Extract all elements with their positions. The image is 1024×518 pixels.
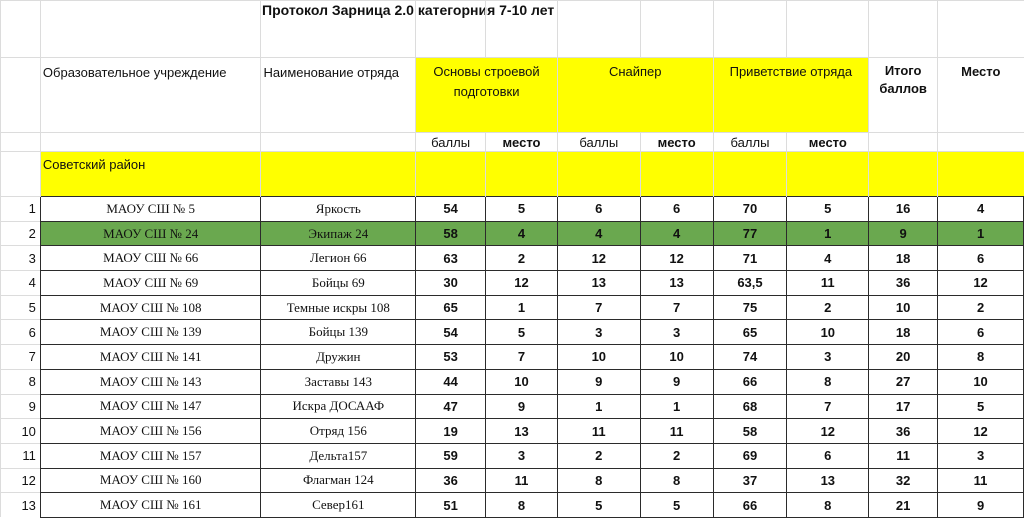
place-cell: 8 <box>938 345 1024 370</box>
total-cell: 36 <box>869 419 938 444</box>
total-cell: 18 <box>869 246 938 271</box>
sniper-points-cell: 12 <box>557 246 640 271</box>
sniper-place-cell: 7 <box>640 295 713 320</box>
drill-place-cell: 8 <box>486 493 558 518</box>
subheader-points: баллы <box>713 133 787 152</box>
drill-place-cell: 5 <box>486 320 558 345</box>
table-row <box>1 468 1024 493</box>
greeting-place-cell: 7 <box>787 394 869 419</box>
place-cell: 1 <box>938 221 1024 246</box>
greeting-place-cell: 11 <box>787 271 869 296</box>
sniper-place-cell: 4 <box>640 221 713 246</box>
place-cell: 12 <box>938 271 1024 296</box>
place-cell: 6 <box>938 320 1024 345</box>
table-row <box>1 295 1024 320</box>
total-cell: 36 <box>869 271 938 296</box>
drill-points-cell: 58 <box>416 221 486 246</box>
place-cell: 11 <box>938 468 1024 493</box>
school-cell: МАОУ СШ № 24 <box>40 221 261 246</box>
header-row <box>1 58 1024 133</box>
place-cell: 5 <box>938 394 1024 419</box>
district-label: Советский район <box>40 152 261 197</box>
greeting-place-cell: 8 <box>787 369 869 394</box>
header-sniper: Снайпер <box>557 58 713 133</box>
sniper-points-cell: 9 <box>557 369 640 394</box>
drill-points-cell: 53 <box>416 345 486 370</box>
drill-place-cell: 1 <box>486 295 558 320</box>
team-cell: Бойцы 69 <box>261 271 416 296</box>
sniper-place-cell: 8 <box>640 468 713 493</box>
school-cell: МАОУ СШ № 161 <box>40 493 261 518</box>
subheader-points: баллы <box>416 133 486 152</box>
school-cell: МАОУ СШ № 160 <box>40 468 261 493</box>
team-cell: Яркость <box>261 197 416 222</box>
sniper-points-cell: 4 <box>557 221 640 246</box>
team-cell: Заставы 143 <box>261 369 416 394</box>
greeting-points-cell: 77 <box>713 221 787 246</box>
school-cell: МАОУ СШ № 156 <box>40 419 261 444</box>
sniper-points-cell: 2 <box>557 443 640 468</box>
title-row <box>1 1 1024 58</box>
drill-place-cell: 13 <box>486 419 558 444</box>
greeting-place-cell: 5 <box>787 197 869 222</box>
sniper-place-cell: 9 <box>640 369 713 394</box>
drill-place-cell: 5 <box>486 197 558 222</box>
header-drill: Основы строевой подготовки <box>416 58 558 133</box>
place-cell: 10 <box>938 369 1024 394</box>
row-number: 7 <box>1 345 41 370</box>
greeting-points-cell: 63,5 <box>713 271 787 296</box>
team-cell: Бойцы 139 <box>261 320 416 345</box>
drill-points-cell: 65 <box>416 295 486 320</box>
sniper-place-cell: 12 <box>640 246 713 271</box>
subheader-rank: место <box>787 133 869 152</box>
sniper-points-cell: 6 <box>557 197 640 222</box>
total-cell: 18 <box>869 320 938 345</box>
row-number: 6 <box>1 320 41 345</box>
sniper-place-cell: 6 <box>640 197 713 222</box>
greeting-place-cell: 10 <box>787 320 869 345</box>
table-row <box>1 419 1024 444</box>
total-cell: 20 <box>869 345 938 370</box>
place-cell: 3 <box>938 443 1024 468</box>
header-institution: Образовательное учреждение <box>40 58 261 133</box>
drill-place-cell: 10 <box>486 369 558 394</box>
drill-points-cell: 54 <box>416 320 486 345</box>
school-cell: МАОУ СШ № 5 <box>40 197 261 222</box>
subheader-rank: место <box>640 133 713 152</box>
row-number: 3 <box>1 246 41 271</box>
subheader-points: баллы <box>557 133 640 152</box>
table-row <box>1 493 1024 518</box>
drill-place-cell: 3 <box>486 443 558 468</box>
greeting-points-cell: 74 <box>713 345 787 370</box>
row-number: 8 <box>1 369 41 394</box>
drill-place-cell: 7 <box>486 345 558 370</box>
place-cell: 4 <box>938 197 1024 222</box>
protocol-title: Протокол Зарница 2.0 категорния 7-10 лет <box>262 2 555 18</box>
school-cell: МАОУ СШ № 108 <box>40 295 261 320</box>
subheader-row <box>1 133 1024 152</box>
total-cell: 32 <box>869 468 938 493</box>
sniper-points-cell: 8 <box>557 468 640 493</box>
drill-points-cell: 59 <box>416 443 486 468</box>
table-row <box>1 345 1024 370</box>
table-row <box>1 246 1024 271</box>
total-cell: 17 <box>869 394 938 419</box>
team-cell: Легион 66 <box>261 246 416 271</box>
drill-points-cell: 54 <box>416 197 486 222</box>
drill-place-cell: 9 <box>486 394 558 419</box>
greeting-place-cell: 4 <box>787 246 869 271</box>
row-number: 1 <box>1 197 41 222</box>
header-team: Наименование отряда <box>261 58 416 133</box>
row-number: 13 <box>1 493 41 518</box>
school-cell: МАОУ СШ № 66 <box>40 246 261 271</box>
sniper-place-cell: 10 <box>640 345 713 370</box>
drill-place-cell: 4 <box>486 221 558 246</box>
greeting-place-cell: 1 <box>787 221 869 246</box>
sniper-place-cell: 3 <box>640 320 713 345</box>
team-cell: Отряд 156 <box>261 419 416 444</box>
subheader-rank: место <box>486 133 558 152</box>
total-cell: 21 <box>869 493 938 518</box>
team-cell: Экипаж 24 <box>261 221 416 246</box>
table-row <box>1 320 1024 345</box>
greeting-points-cell: 68 <box>713 394 787 419</box>
header-greeting: Приветствие отряда <box>713 58 869 133</box>
greeting-points-cell: 65 <box>713 320 787 345</box>
greeting-place-cell: 3 <box>787 345 869 370</box>
team-cell: Искра ДОСААФ <box>261 394 416 419</box>
drill-place-cell: 11 <box>486 468 558 493</box>
place-cell: 12 <box>938 419 1024 444</box>
place-cell: 9 <box>938 493 1024 518</box>
row-number: 9 <box>1 394 41 419</box>
greeting-place-cell: 12 <box>787 419 869 444</box>
drill-place-cell: 2 <box>486 246 558 271</box>
row-number: 2 <box>1 221 41 246</box>
row-number: 5 <box>1 295 41 320</box>
greeting-place-cell: 8 <box>787 493 869 518</box>
drill-points-cell: 30 <box>416 271 486 296</box>
sniper-points-cell: 1 <box>557 394 640 419</box>
greeting-points-cell: 66 <box>713 493 787 518</box>
greeting-points-cell: 71 <box>713 246 787 271</box>
greeting-points-cell: 70 <box>713 197 787 222</box>
row-number: 10 <box>1 419 41 444</box>
table-row <box>1 271 1024 296</box>
row-number: 11 <box>1 443 41 468</box>
greeting-place-cell: 6 <box>787 443 869 468</box>
total-cell: 9 <box>869 221 938 246</box>
district-row <box>1 152 1024 197</box>
team-cell: Дружин <box>261 345 416 370</box>
row-number: 12 <box>1 468 41 493</box>
sniper-points-cell: 11 <box>557 419 640 444</box>
row-number: 4 <box>1 271 41 296</box>
table-row <box>1 197 1024 222</box>
team-cell: Дельта157 <box>261 443 416 468</box>
results-body <box>1 197 1024 518</box>
total-cell: 11 <box>869 443 938 468</box>
greeting-points-cell: 66 <box>713 369 787 394</box>
drill-points-cell: 63 <box>416 246 486 271</box>
greeting-points-cell: 75 <box>713 295 787 320</box>
school-cell: МАОУ СШ № 69 <box>40 271 261 296</box>
sniper-points-cell: 10 <box>557 345 640 370</box>
header-total: Итого баллов <box>869 58 938 133</box>
school-cell: МАОУ СШ № 143 <box>40 369 261 394</box>
drill-points-cell: 47 <box>416 394 486 419</box>
sniper-place-cell: 2 <box>640 443 713 468</box>
drill-points-cell: 36 <box>416 468 486 493</box>
table-row <box>1 394 1024 419</box>
sniper-place-cell: 11 <box>640 419 713 444</box>
team-cell: Темные искры 108 <box>261 295 416 320</box>
greeting-points-cell: 58 <box>713 419 787 444</box>
sniper-place-cell: 5 <box>640 493 713 518</box>
school-cell: МАОУ СШ № 147 <box>40 394 261 419</box>
table-row <box>1 369 1024 394</box>
table-row <box>1 221 1024 246</box>
school-cell: МАОУ СШ № 141 <box>40 345 261 370</box>
drill-place-cell: 12 <box>486 271 558 296</box>
team-cell: Север161 <box>261 493 416 518</box>
sniper-points-cell: 3 <box>557 320 640 345</box>
sniper-points-cell: 5 <box>557 493 640 518</box>
school-cell: МАОУ СШ № 157 <box>40 443 261 468</box>
place-cell: 2 <box>938 295 1024 320</box>
greeting-place-cell: 2 <box>787 295 869 320</box>
sniper-points-cell: 13 <box>557 271 640 296</box>
greeting-points-cell: 37 <box>713 468 787 493</box>
drill-points-cell: 19 <box>416 419 486 444</box>
drill-points-cell: 44 <box>416 369 486 394</box>
greeting-place-cell: 13 <box>787 468 869 493</box>
sniper-points-cell: 7 <box>557 295 640 320</box>
drill-points-cell: 51 <box>416 493 486 518</box>
sniper-place-cell: 1 <box>640 394 713 419</box>
greeting-points-cell: 69 <box>713 443 787 468</box>
sniper-place-cell: 13 <box>640 271 713 296</box>
table-row <box>1 443 1024 468</box>
total-cell: 16 <box>869 197 938 222</box>
place-cell: 6 <box>938 246 1024 271</box>
header-place: Место <box>938 58 1024 133</box>
school-cell: МАОУ СШ № 139 <box>40 320 261 345</box>
team-cell: Флагман 124 <box>261 468 416 493</box>
total-cell: 10 <box>869 295 938 320</box>
total-cell: 27 <box>869 369 938 394</box>
